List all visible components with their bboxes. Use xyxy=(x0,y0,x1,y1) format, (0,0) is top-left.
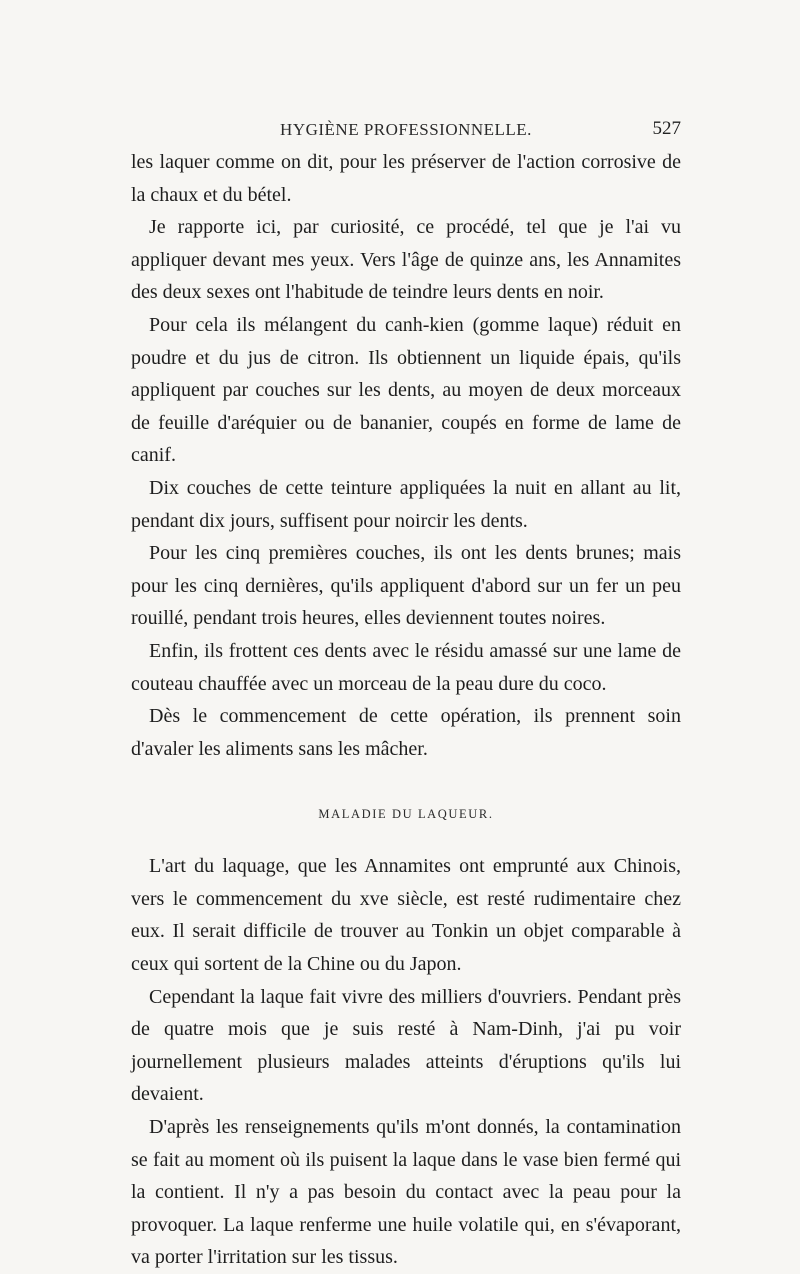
paragraph: D'après les renseignements qu'ils m'ont donnés, la contamination se fait au moment où ils puisent la laque dans le vase bien fermé qui la contient. Il n'y a pas besoin du contact avec la peau pour la provoquer. La laque renferme une huile volatile qui, en s'évaporant, va porter l'irritation sur les tissus. xyxy=(131,1116,681,1269)
paragraph: Dix couches de cette teinture appliquées la nuit en allant au lit, pendant dix jours, suffisent pour noircir les dents. xyxy=(131,476,681,532)
page-number: 527 xyxy=(652,118,681,139)
paragraph: L'art du laquage, que les Annamites ont emprunté aux Chinois, vers le commencement du xve siècle, est resté rudimentaire chez eux. Il serait difficile de trouver au Tonkin un objet comparable à ceux qui sortent de la Chine ou du Japon. xyxy=(131,855,681,976)
body-text-top xyxy=(131,146,681,765)
paragraph: Pour cela ils mélangent du canh-kien (gomme laque) réduit en poudre et du jus de citron. Ils obtiennent un liquide épais, qu'ils appliquent par couches sur les dents, au moyen de deux morceaux de feuille d'aréquier ou de bananier, coupés en forme de lame de canif. xyxy=(131,313,681,467)
paragraph: Pour les cinq premières couches, ils ont les dents brunes; mais pour les cinq dernières, qu'ils appliquent d'abord sur un fer un peu rouillé, pendant trois heures, elles deviennent toutes noires. xyxy=(131,542,681,630)
paragraph: Enfin, ils frottent ces dents avec le résidu amassé sur une lame de couteau chauffée avec un morceau de la peau dure du coco. xyxy=(131,639,681,695)
paragraph: Cependant la laque fait vivre des milliers d'ouvriers. Pendant près de quatre mois que je suis resté à Nam-Dinh, j'ai pu voir journellement plusieurs malades atteints d'éruptions qu'ils lui devaient. xyxy=(131,985,681,1106)
paragraph: les laquer comme on dit, pour les préserver de l'action corrosive de la chaux et du bétel. xyxy=(131,151,681,206)
running-head: HYGIÈNE PROFESSIONNELLE. xyxy=(280,120,532,139)
book-page xyxy=(131,112,681,1274)
page-header xyxy=(131,112,681,146)
paragraph: Dès le commencement de cette opération, ils prennent soin d'avaler les aliments sans les mâcher. xyxy=(131,705,681,760)
body-text-bottom xyxy=(131,850,681,1274)
paragraph: Je rapporte ici, par curiosité, ce procédé, tel que je l'ai vu appliquer devant mes yeux. Vers l'âge de quinze ans, les Annamites des deux sexes ont l'habitude de teindre leurs dents en noir. xyxy=(131,216,681,304)
section-heading: MALADIE DU LAQUEUR. xyxy=(318,807,494,822)
